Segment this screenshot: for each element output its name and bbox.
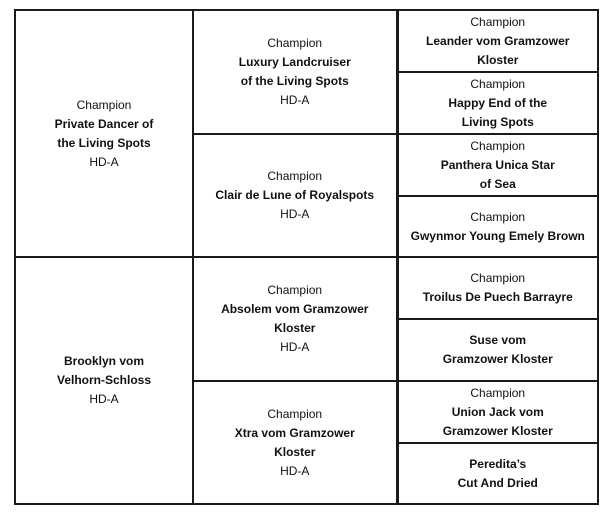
dam-dam-title: Champion xyxy=(267,406,323,421)
gen3-8-name-line-2: Cut And Dried xyxy=(457,475,538,490)
gen3-4-title: Champion xyxy=(470,209,526,224)
gen3-cell-1 xyxy=(397,10,598,72)
gen3-cell-4 xyxy=(397,196,598,257)
dam-sire-cell xyxy=(193,257,397,381)
dam-name-line-2: Velhorn-Schloss xyxy=(56,373,152,387)
gen3-1-name-line-1: Leander vom Gramzower xyxy=(426,33,570,48)
gen3-cell-6 xyxy=(397,319,598,381)
gen3-5-name-line-1: Troilus De Puech Barrayre xyxy=(422,290,573,304)
gen3-2-name-line-2: Living Spots xyxy=(461,114,534,129)
dam-sire-name-line-2: Kloster xyxy=(274,321,316,335)
sire-name-line-1: Private Dancer of xyxy=(54,116,154,131)
sire-sire-name-line-1: Luxury Landcruiser xyxy=(238,55,351,69)
sire-dam-name-line-1: Clair de Lune of Royalspots xyxy=(215,188,375,202)
sire-dam-cell xyxy=(193,134,397,257)
gen3-1-name-line-2: Kloster xyxy=(477,52,519,67)
gen3-7-title: Champion xyxy=(470,385,526,400)
dam-cell xyxy=(15,257,193,504)
gen3-7-name-line-1: Union Jack vom xyxy=(451,404,544,419)
pedigree-table xyxy=(14,9,599,505)
sire-cell xyxy=(15,10,193,257)
dam-name-line-1: Brooklyn vom xyxy=(63,354,144,368)
gen3-1-title: Champion xyxy=(470,14,526,29)
gen3-2-name-line-1: Happy End of the xyxy=(448,95,548,110)
gen3-8-name-line-1: Peredita’s xyxy=(469,456,527,471)
gen3-2-title: Champion xyxy=(470,76,526,91)
gen3-6-name-line-2: Gramzower Kloster xyxy=(442,352,553,366)
sire-health: HD-A xyxy=(89,154,119,169)
sire-name-line-2: the Living Spots xyxy=(57,135,151,150)
gen3-cell-5 xyxy=(397,257,598,319)
gen3-cell-8 xyxy=(397,443,598,504)
gen3-cell-2 xyxy=(397,72,598,134)
sire-dam-health: HD-A xyxy=(280,207,310,221)
dam-sire-health: HD-A xyxy=(280,340,310,354)
gen3-6-name-line-1: Suse vom xyxy=(469,333,527,347)
sire-dam-title: Champion xyxy=(267,169,323,183)
sire-sire-cell xyxy=(193,10,397,134)
gen3-3-title: Champion xyxy=(470,138,526,153)
gen3-cell-7 xyxy=(397,381,598,443)
dam-dam-name-line-2: Kloster xyxy=(274,444,316,459)
dam-dam-health: HD-A xyxy=(280,463,310,478)
dam-dam-name-line-1: Xtra vom Gramzower xyxy=(234,425,355,440)
dam-sire-title: Champion xyxy=(267,283,323,297)
sire-sire-name-line-2: of the Living Spots xyxy=(240,74,349,88)
gen3-7-name-line-2: Gramzower Kloster xyxy=(442,423,553,438)
gen3-cell-3 xyxy=(397,134,598,196)
gen3-4-name-line-1: Gwynmor Young Emely Brown xyxy=(410,228,585,243)
gen3-3-name-line-1: Panthera Unica Star xyxy=(440,157,555,172)
sire-sire-title: Champion xyxy=(267,36,323,50)
sire-sire-health: HD-A xyxy=(280,93,310,107)
dam-health: HD-A xyxy=(89,392,119,406)
gen3-5-title: Champion xyxy=(470,271,526,285)
dam-dam-cell xyxy=(193,381,397,504)
dam-sire-name-line-1: Absolem vom Gramzower xyxy=(221,302,369,316)
sire-title: Champion xyxy=(76,97,132,112)
gen3-3-name-line-2: of Sea xyxy=(479,176,516,191)
